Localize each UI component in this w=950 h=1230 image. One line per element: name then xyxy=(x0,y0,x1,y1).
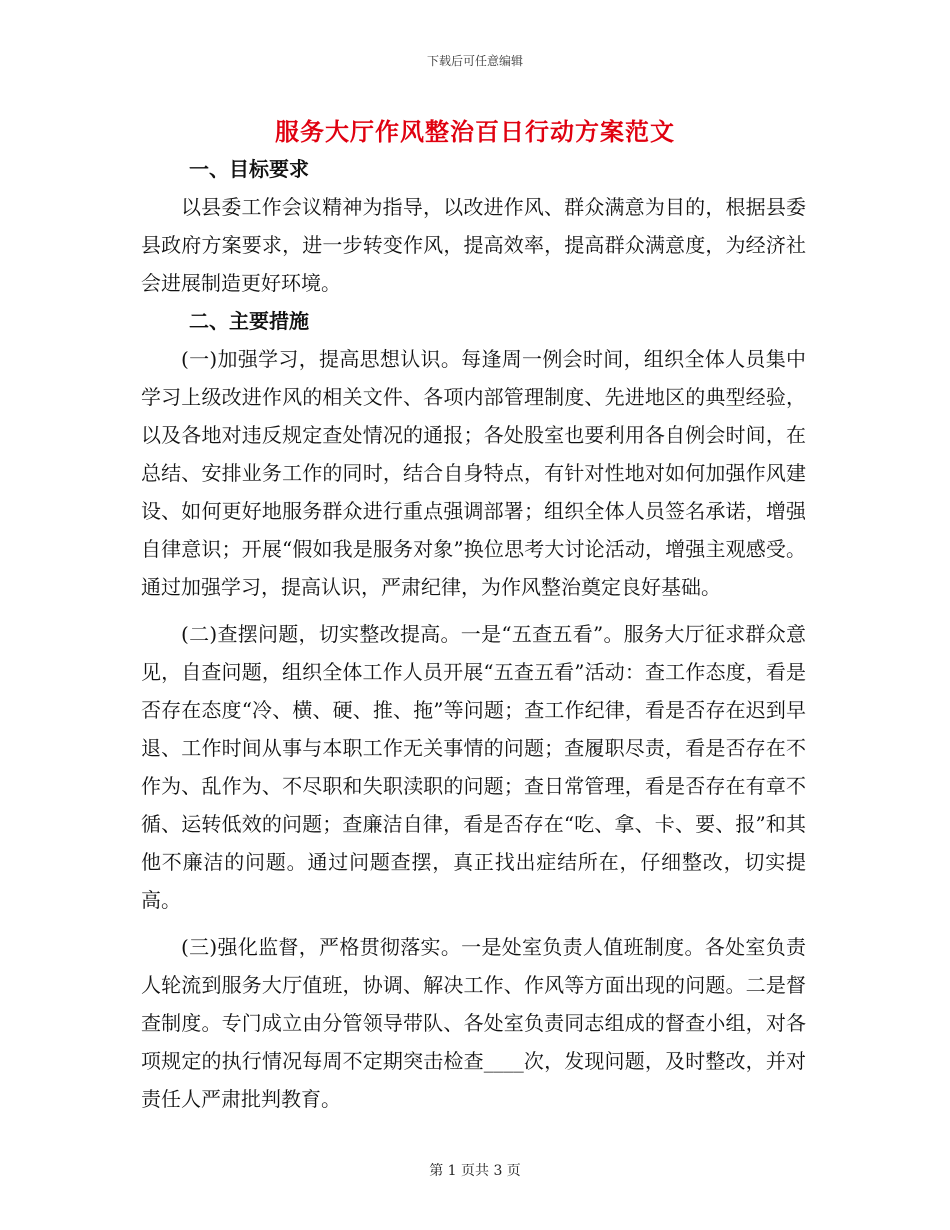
section-heading-measures: 二、主要措施 xyxy=(189,309,309,333)
paragraph-measure-2: (二)查摆问题，切实整改提高。一是“五查五看”。服务大厅征求群众意见，自查问题，组织全体工作人员开展“五查五看”活动：查工作态度，看是否存在态度“冷、横、硬、推、拖”等问题；查工作纪律，看是否存在迟到早退、工作时间从事与本职工作无关事情的问题；查履职尽责，看是否存在不作为、乱作为、不尽职和失职渎职的问题；查日常管理，看是否存在有章不循、运转低效的问题；查廉洁自律，看是否存在“吃、拿、卡、要、报”和其他不廉洁的问题。通过问题查摆，真正找出症结所在，仔细整改，切实提高。 xyxy=(141,622,806,912)
paragraph-goals: 以县委工作会议精神为指导，以改进作风、群众满意为目的，根据县委县政府方案要求，进一步转变作风，提高效率，提高群众满意度，为经济社会进展制造更好环境。 xyxy=(141,195,806,295)
paragraph-measure-3: (三)强化监督，严格贯彻落实。一是处室负责人值班制度。各处室负责人轮流到服务大厅值班，协调、解决工作、作风等方面出现的问题。二是督查制度。专门成立由分管领导带队、各处室负责同志组成的督查小组，对各项规定的执行情况每周不定期突击检查____次，发现问题，及时整改，并对责任人严肃批判教育。 xyxy=(141,935,806,1111)
header-note: 下载后可任意编辑 xyxy=(426,54,523,68)
document-body xyxy=(141,150,806,1118)
document-title: 服务大厅作风整治百日行动方案范文 xyxy=(275,117,675,146)
section-heading-goals: 一、目标要求 xyxy=(189,157,309,181)
paragraph-measure-1: (一)加强学习，提高思想认识。每逢周一例会时间，组织全体人员集中学习上级改进作风的相关文件、各项内部管理制度、先进地区的典型经验，以及各地对违反规定查处情况的通报；各处股室也要利用各自例会时间，在总结、安排业务工作的同时，结合自身特点，有针对性地对如何加强作风建设、如何更好地服务群众进行重点强调部署；组织全体人员签名承诺，增强自律意识；开展“假如我是服务对象”换位思考大讨论活动，增强主观感受。通过加强学习，提高认识，严肃纪律，为作风整治奠定良好基础。 xyxy=(141,347,806,599)
page-number: 第 1 页共 3 页 xyxy=(429,1163,521,1179)
